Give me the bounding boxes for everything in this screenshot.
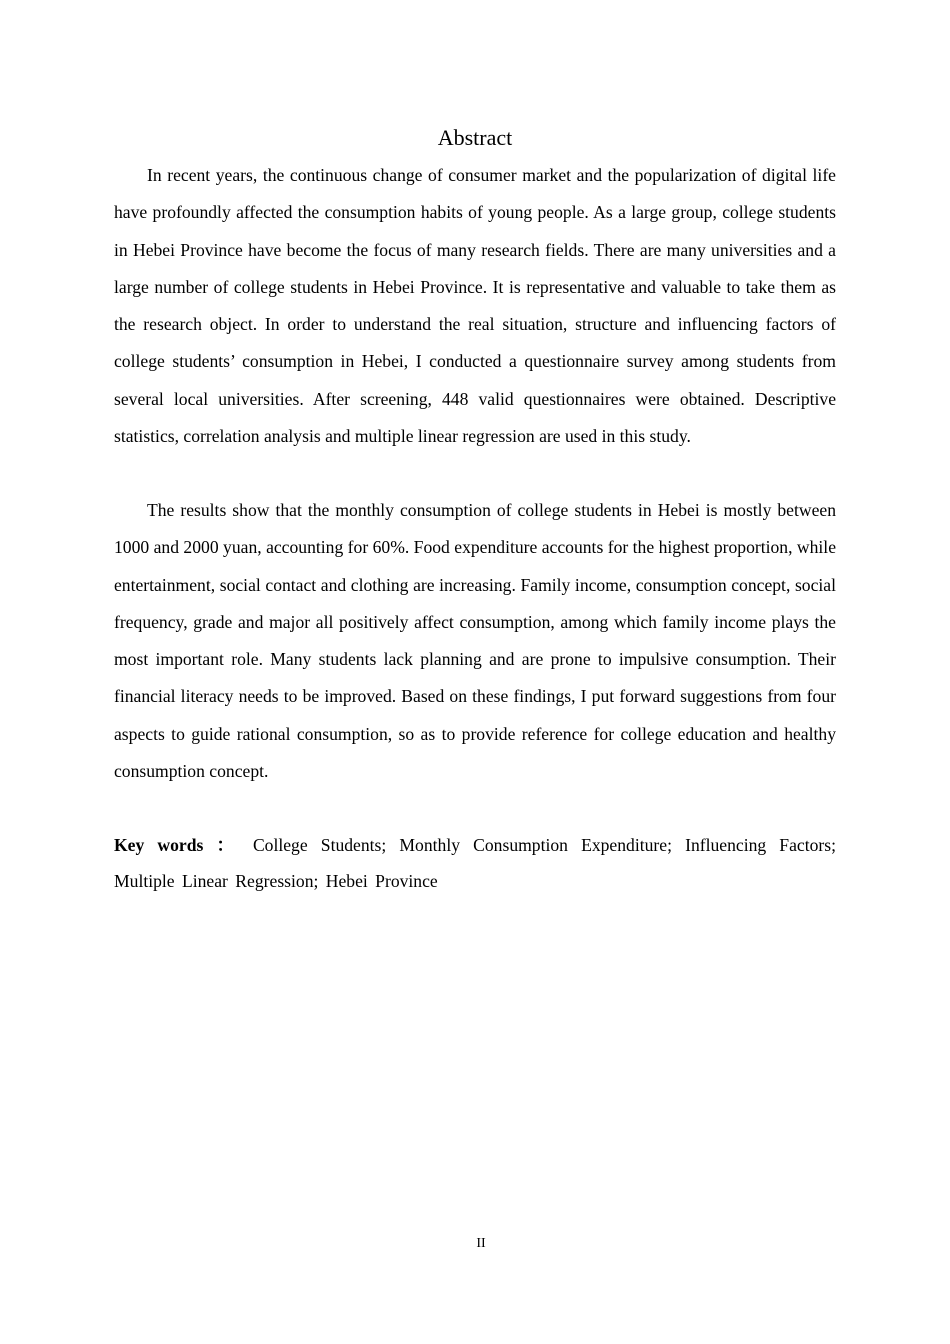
keywords-text: College Students; Monthly Consumption Expenditure; Influencing Factors; Multiple Linear Regression; Hebei Province [114,835,836,891]
abstract-paragraph-2-block [114,492,836,790]
abstract-title: Abstract [437,125,513,150]
abstract-paragraph-1-block [114,157,836,455]
page-number: II [476,1236,486,1251]
abstract-paragraph: The results show that the monthly consumption of college students in Hebei is mostly between 1000 and 2000 yuan, accounting for 60%. Food expenditure accounts for the highest proportion, while entertainment, social contact and clothing are increasing. Family income, consumption concept, social frequency, grade and major all positively affect consumption, among which family income plays the most important role. Many students lack planning and are prone to impulsive consumption. Their financial literacy needs to be improved. Based on these findings, I put forward suggestions from four aspects to guide rational consumption, so as to provide reference for college education and healthy consumption concept. [114,500,836,782]
abstract-paragraph: In recent years, the continuous change of consumer market and the popularization of digital life have profoundly affected the consumption habits of young people. As a large group, college students in Hebei Province have become the focus of many research fields. There are many universities and a large number of college students in Hebei Province. It is representative and valuable to take them as the research object. In order to understand the real situation, structure and influencing factors of college students’ consumption in Hebei, I conducted a questionnaire survey among students from several local universities. After screening, 448 valid questionnaires were obtained. Descriptive statistics, correlation analysis and multiple linear regression are used in this study. [114,165,836,447]
keywords-label: Key words ： [114,835,240,855]
keywords-section [114,827,836,899]
